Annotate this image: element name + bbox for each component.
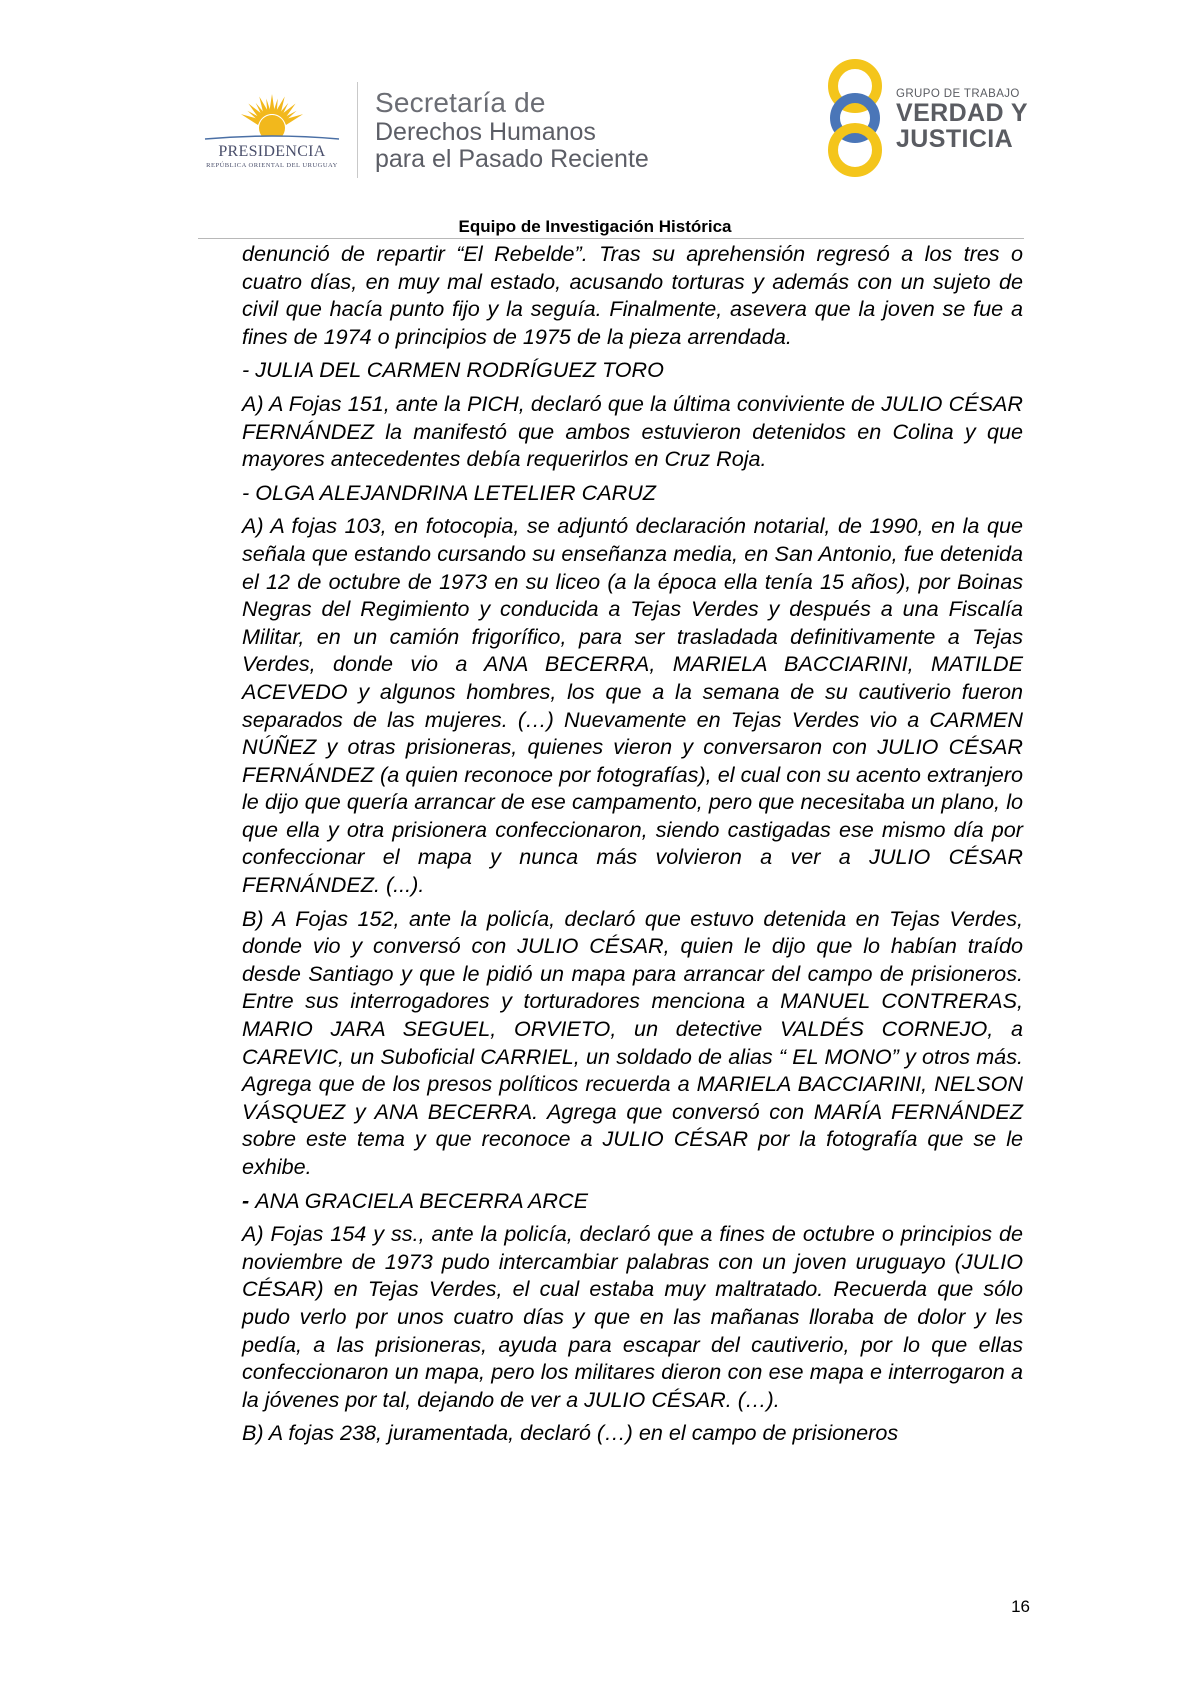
header-rule xyxy=(198,238,1024,239)
presidencia-title: PRESIDENCIA xyxy=(218,143,326,160)
page-number: 16 xyxy=(1011,1597,1030,1616)
heading-name: ANA GRACIELA BECERRA ARCE xyxy=(255,1187,588,1213)
heading-dash: - xyxy=(242,1187,256,1213)
secretaria-line2: Derechos Humanos xyxy=(375,118,596,146)
gtvj-line3: JUSTICIA xyxy=(896,125,1014,153)
secretaria-line1: Secretaría de xyxy=(375,87,546,118)
gtvj-line1: GRUPO DE TRABAJO xyxy=(896,88,1020,100)
paragraph: B) A fojas 238, juramentada, declaró (…) en el campo de prisioneros xyxy=(242,1420,899,1446)
witness-heading xyxy=(242,1187,1023,1215)
paragraph: denunció de repartir “El Rebelde”. Tras su aprehensión regresó a los tres o cuatro días, en muy mal estado, acusando torturas y además con un sujeto de civil que hacía punto fijo y la seguía. Finalmente, asevera que la joven se fue a fines de 1974 o principios de 1975 de la pieza arrendada. xyxy=(242,241,1023,349)
team-title: Equipo de Investigación Histórica xyxy=(458,217,732,236)
header-divider xyxy=(357,82,358,178)
verdad-justicia-wordmark xyxy=(896,88,1028,152)
secretaria-line3: para el Pasado Reciente xyxy=(375,145,649,173)
verdad-justicia-rings-logo xyxy=(820,58,890,178)
paragraph: B) A Fojas 152, ante la policía, declaró que estuvo detenida en Tejas Verdes, donde vio y conversó con JULIO CÉSAR, quien le dijo que lo habían traído desde Santiago y que le pidió un mapa para arrancar del campo de prisioneros. Entre sus interrogadores y torturadores menciona a MANUEL CONTRERAS, MARIO JARA SEGUEL, ORVIETO, un detective VALDÉS CORNEJO, a CAREVIC, un Suboficial CARRIEL, un soldado de alias “ EL MONO” y otros más. Agrega que de los presos políticos recuerda a MARIELA BACCIARINI, NELSON VÁSQUEZ y ANA BECERRA. Agrega que conversó con MARÍA FERNÁNDEZ sobre este tema y que reconoce a JULIO CÉSAR por la fotografía que se le exhibe. xyxy=(242,905,1023,1179)
witness-heading: - OLGA ALEJANDRINA LETELIER CARUZ xyxy=(242,479,656,505)
presidencia-subtitle: REPÚBLICA ORIENTAL DEL URUGUAY xyxy=(206,162,338,169)
witness-heading: - JULIA DEL CARMEN RODRÍGUEZ TORO xyxy=(242,357,664,383)
paragraph: A) A fojas 103, en fotocopia, se adjuntó declaración notarial, de 1990, en la que señala que estando cursando su enseñanza media, en San Antonio, fue detenida el 12 de octubre de 1973 en su liceo (a la época ella tenía 15 años), por Boinas Negras del Regimiento y conducida a Tejas Verdes y después a una Fiscalía Militar, en un camión frigorífico, para ser trasladada definitivamente a Tejas Verdes, donde vio a ANA BECERRA, MARIELA BACCIARINI, MATILDE ACEVEDO y algunos hombres, los que a la semana de su cautiverio fueron separados de las mujeres. (…) Nuevamente en Tejas Verdes vio a CARMEN NÚÑEZ y otras prisioneras, quienes vieron y conversaron con JULIO CÉSAR FERNÁNDEZ (a quien reconoce por fotografías), el cual con su acento extranjero le dijo que quería arrancar de ese campamento, pero que necesitaba un plano, lo que ella y otra prisionera confeccionaron, siendo castigadas ese mismo día por confeccionar el mapa y nunca más volvieron a ver a JULIO CÉSAR FERNÁNDEZ. (...). xyxy=(242,513,1023,898)
paragraph: A) A Fojas 151, ante la PICH, declaró que la última conviviente de JULIO CÉSAR FERNÁNDEZ la manifestó que ambos estuvieron detenidos en Colina y que mayores antecedentes debía requerirlos en Cruz Roja. xyxy=(242,390,1023,472)
presidencia-wordmark xyxy=(197,143,347,169)
body-text xyxy=(242,240,1023,1453)
paragraph: A) Fojas 154 y ss., ante la policía, declaró que a fines de octubre o principios de noviembre de 1973 pudo intercambiar palabras con un joven uruguayo (JULIO CÉSAR) en Tejas Verdes, el cual estaba muy maltratado. Recuerda que sólo pudo verlo por unos cuatro días y que en las mañanas lloraba de dolor y les pedía, a las prisioneras, ayuda para escapar del cautiverio, por lo que ellas confeccionaron un mapa, pero los militares dieron con ese mapa e interrogaron a la jóvenes por tal, dejando de ver a JULIO CÉSAR. (…). xyxy=(242,1221,1023,1412)
gtvj-line2: VERDAD Y xyxy=(896,99,1028,127)
secretaria-wordmark xyxy=(375,88,649,173)
